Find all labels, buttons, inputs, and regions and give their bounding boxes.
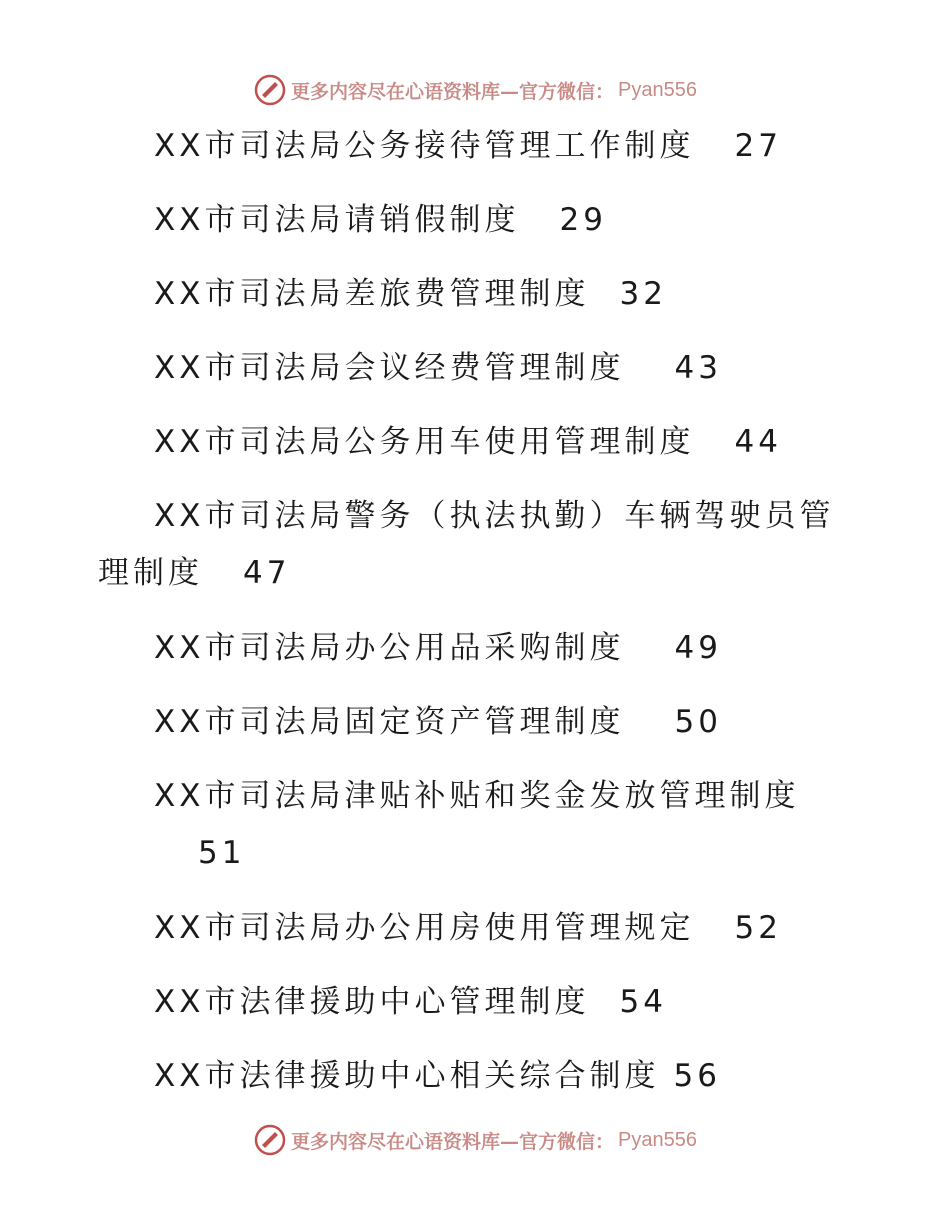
toc-entry-title: XX市司法局会议经费管理制度 — [154, 350, 625, 386]
watermark-text: 更多内容尽在心语资料库—官方微信： — [291, 1130, 615, 1153]
toc-entry-page: 54 — [619, 984, 667, 1020]
toc-entry-page: 51 — [198, 835, 246, 871]
toc-entry-title: XX市法律援助中心管理制度 — [154, 984, 590, 1020]
watermark-text: 更多内容尽在心语资料库—官方微信： — [291, 80, 615, 103]
toc-entry[interactable] — [98, 974, 858, 1031]
toc-entry-page: 47 — [243, 555, 291, 591]
toc-entry-page: 43 — [674, 350, 722, 386]
toc-entry-title: XX市司法局警务（执法执勤）车辆驾驶员管理制度 — [98, 498, 835, 591]
toc-entry-title: XX市司法局津贴补贴和奖金发放管理制度 — [154, 778, 800, 814]
toc-entry-title: XX市司法局公务接待管理工作制度 — [154, 128, 695, 164]
toc-entry[interactable] — [98, 694, 858, 751]
toc-entry-title: XX市司法局办公用品采购制度 — [154, 630, 625, 666]
toc-entry[interactable] — [98, 900, 858, 957]
toc-entry-page: 44 — [734, 424, 782, 460]
toc-entry[interactable] — [98, 1048, 858, 1105]
watermark-handle: Pyan556 — [618, 78, 697, 101]
toc-entry[interactable] — [98, 192, 858, 249]
toc-entry[interactable] — [98, 488, 858, 602]
toc-entry[interactable] — [98, 266, 858, 323]
toc-entry-title: XX市司法局办公用房使用管理规定 — [154, 910, 695, 946]
toc-entry-title: XX市司法局差旅费管理制度 — [154, 276, 590, 312]
toc-entry[interactable] — [98, 118, 858, 175]
toc-entry-page: 32 — [619, 276, 667, 312]
brand-logo-icon — [253, 1123, 287, 1157]
toc-entry[interactable] — [98, 414, 858, 471]
toc-entry-page: 50 — [674, 704, 722, 740]
toc-entry-page: 29 — [559, 202, 607, 238]
toc-entry-title: XX市法律援助中心相关综合制度 — [154, 1058, 660, 1094]
watermark-handle: Pyan556 — [618, 1128, 697, 1151]
footer-watermark — [0, 1120, 950, 1160]
toc-entry-title: XX市司法局固定资产管理制度 — [154, 704, 625, 740]
toc-entry[interactable] — [98, 340, 858, 397]
toc-entry-page: 56 — [673, 1058, 721, 1094]
toc-entry-page: 49 — [674, 630, 722, 666]
toc-entry-page: 27 — [734, 128, 782, 164]
toc-entry-title: XX市司法局公务用车使用管理制度 — [154, 424, 695, 460]
toc-entry-page: 52 — [734, 910, 782, 946]
toc-entry-title: XX市司法局请销假制度 — [154, 202, 520, 238]
toc-entry[interactable] — [98, 768, 858, 882]
toc-entry[interactable] — [98, 620, 858, 677]
